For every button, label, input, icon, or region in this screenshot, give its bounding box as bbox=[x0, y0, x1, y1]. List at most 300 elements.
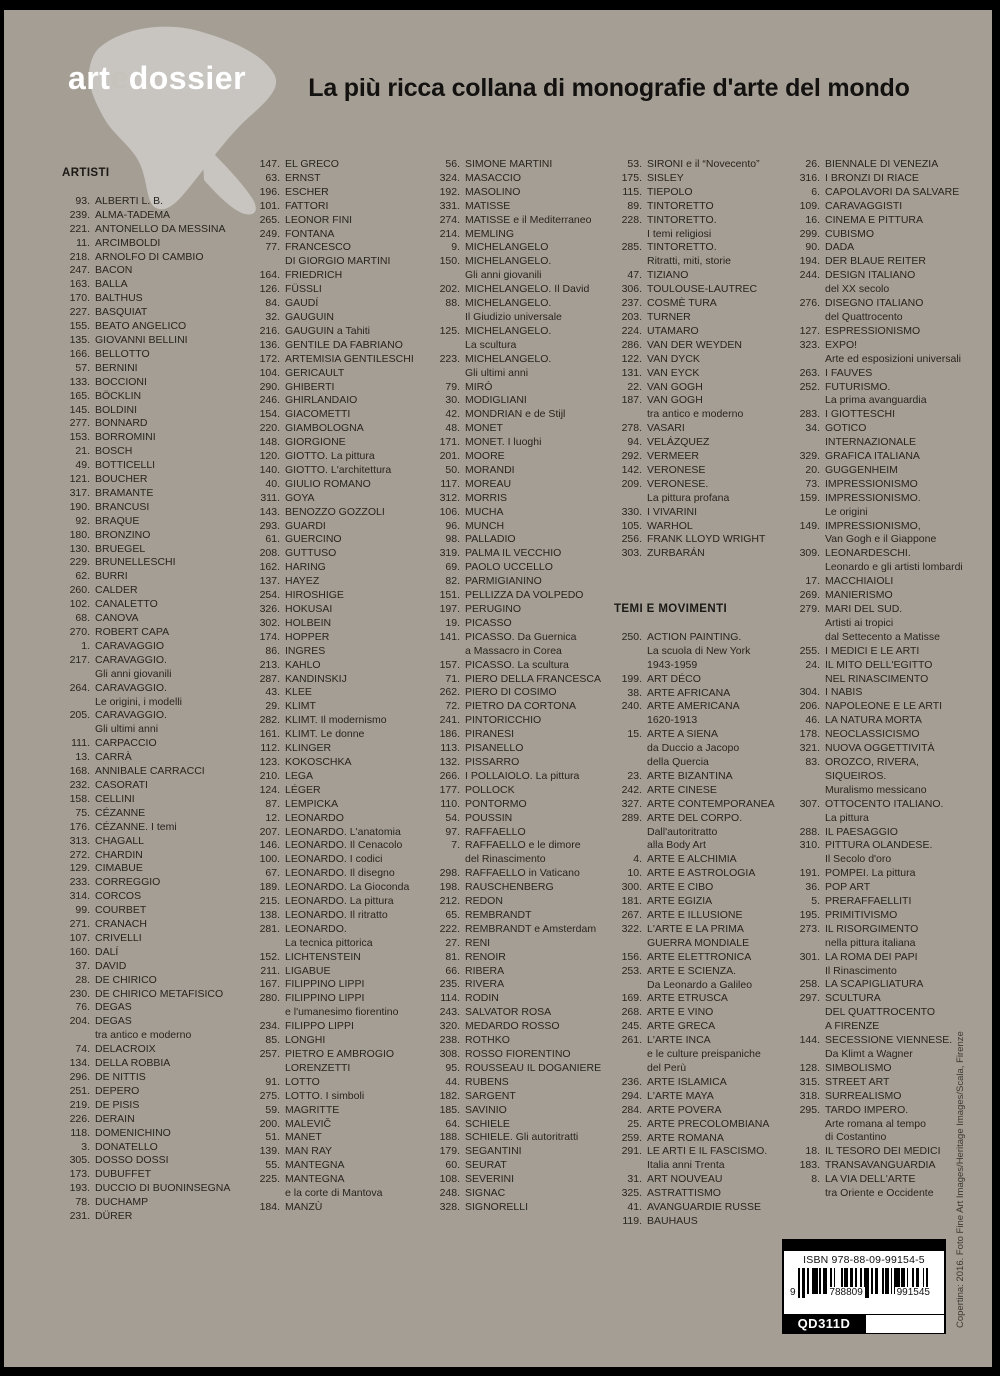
list-item bbox=[614, 895, 792, 909]
list-item bbox=[62, 862, 252, 876]
list-item-text: CAPOLAVORI DA SALVARE bbox=[825, 185, 960, 198]
list-item-number bbox=[792, 812, 820, 826]
list-item bbox=[614, 547, 792, 561]
list-item bbox=[62, 668, 252, 682]
list-item-text: LORENZETTI bbox=[285, 1061, 351, 1074]
list-item bbox=[432, 686, 614, 700]
list-item-text: GIOTTO. La pittura bbox=[285, 450, 375, 463]
list-item-number: 15. bbox=[627, 728, 642, 741]
list-item bbox=[62, 237, 252, 251]
list-item-number: 317. bbox=[69, 486, 90, 499]
list-item-number: 54. bbox=[445, 811, 460, 824]
list-item bbox=[252, 492, 432, 506]
list-item-number: 95. bbox=[445, 1061, 460, 1074]
list-item-number: 173. bbox=[69, 1168, 90, 1181]
list-item-number: 276. bbox=[799, 297, 820, 310]
list-item-number: 220. bbox=[259, 422, 280, 435]
list-item-text: DAVID bbox=[95, 959, 127, 972]
list-item-text: GUARDI bbox=[285, 519, 326, 532]
list-item bbox=[62, 264, 252, 278]
list-item-number: 94. bbox=[627, 436, 642, 449]
list-item bbox=[792, 589, 978, 603]
list-item-number: 223. bbox=[439, 352, 460, 365]
list-item bbox=[62, 334, 252, 348]
list-item bbox=[62, 515, 252, 529]
list-item-number: 263. bbox=[799, 366, 820, 379]
list-item-number: 1. bbox=[81, 639, 90, 652]
list-item-text: VAN EYCK bbox=[647, 366, 700, 379]
list-item-text: LA ROMA DEI PAPI bbox=[825, 950, 918, 963]
list-item-number: 22. bbox=[627, 380, 642, 393]
list-item bbox=[62, 195, 252, 209]
list-item-number: 82. bbox=[445, 575, 460, 588]
list-item-number: 305. bbox=[69, 1154, 90, 1167]
list-item-number: 55. bbox=[265, 1159, 280, 1172]
list-item-number: 200. bbox=[259, 1117, 280, 1130]
list-item-number: 314. bbox=[69, 890, 90, 903]
list-item-text: ARTE E VINO bbox=[647, 1006, 714, 1019]
list-item bbox=[62, 417, 252, 431]
list-item-number: 272. bbox=[69, 848, 90, 861]
list-item-number: 27. bbox=[445, 936, 460, 949]
list-item-text: BENOZZO GOZZOLI bbox=[285, 505, 385, 518]
list-item-number: 122. bbox=[621, 352, 642, 365]
list-item-number bbox=[614, 408, 642, 422]
list-item-text: e la corte di Mantova bbox=[285, 1187, 383, 1200]
list-item bbox=[614, 172, 792, 186]
list-item-number: 167. bbox=[259, 978, 280, 991]
list-item bbox=[614, 1020, 792, 1034]
list-item bbox=[614, 965, 792, 979]
list-item bbox=[432, 700, 614, 714]
list-item-text: SIRONI e il “Novecento” bbox=[647, 158, 760, 170]
list-item-text: I BRONZI DI RIACE bbox=[825, 171, 919, 184]
list-item-number: 271. bbox=[69, 918, 90, 931]
list-item-number: 73. bbox=[805, 477, 820, 490]
list-item-text: 1620-1913 bbox=[647, 714, 698, 727]
list-item-number: 328. bbox=[439, 1200, 460, 1213]
list-item bbox=[252, 714, 432, 728]
list-item bbox=[252, 311, 432, 325]
list-item bbox=[252, 381, 432, 395]
list-item-text: NEL RINASCIMENTO bbox=[825, 672, 929, 685]
list-item-number: 85. bbox=[265, 1034, 280, 1047]
list-item-number: 286. bbox=[621, 338, 642, 351]
list-item-text: LEONOR FINI bbox=[285, 213, 353, 226]
list-item bbox=[62, 209, 252, 223]
list-item bbox=[792, 311, 978, 325]
list-item bbox=[62, 320, 252, 334]
list-item bbox=[792, 1145, 978, 1159]
list-item bbox=[792, 673, 978, 687]
list-item bbox=[252, 269, 432, 283]
list-item bbox=[62, 696, 252, 710]
list-item-text: BEATO ANGELICO bbox=[95, 320, 187, 333]
list-item-text: tra antico e moderno bbox=[647, 408, 744, 421]
list-item-number: 38. bbox=[627, 686, 642, 699]
list-item-number: 51. bbox=[265, 1131, 280, 1144]
list-item bbox=[614, 228, 792, 242]
list-item-number bbox=[432, 645, 460, 659]
list-item-number: 230. bbox=[69, 987, 90, 1000]
list-item-text: DEGAS bbox=[95, 1015, 132, 1028]
logo-dossier: dossier bbox=[128, 60, 247, 96]
list-item-number: 285. bbox=[621, 241, 642, 254]
list-item bbox=[62, 960, 252, 974]
list-item-text: DADA bbox=[825, 241, 855, 254]
list-item bbox=[62, 292, 252, 306]
list-item-text: ROUSSEAU IL DOGANIERE bbox=[465, 1061, 602, 1074]
list-item-text: SECESSIONE VIENNESE. bbox=[825, 1034, 953, 1047]
list-item-number: 74. bbox=[75, 1043, 90, 1056]
list-item-text: PISSARRO bbox=[465, 755, 520, 768]
list-item-number: 124. bbox=[259, 783, 280, 796]
list-item-text: DERAIN bbox=[95, 1112, 135, 1125]
list-item-number: 323. bbox=[799, 338, 820, 351]
list-item-text: PERUGINO bbox=[465, 603, 522, 615]
list-item bbox=[792, 1062, 978, 1076]
list-item bbox=[62, 1029, 252, 1043]
list-item bbox=[792, 283, 978, 297]
list-item bbox=[62, 306, 252, 320]
list-item-text: SEURAT bbox=[465, 1159, 507, 1172]
list-item-text: Italia anni Trenta bbox=[647, 1159, 725, 1172]
list-item-text: WARHOL bbox=[647, 519, 693, 532]
list-item bbox=[252, 339, 432, 353]
list-item-text: HARING bbox=[285, 561, 326, 574]
list-item-number: 300. bbox=[621, 881, 642, 894]
list-item-text: PELLIZZA DA VOLPEDO bbox=[465, 589, 584, 602]
list-item-number: 78. bbox=[75, 1196, 90, 1209]
list-item-number: 84. bbox=[265, 297, 280, 310]
list-item bbox=[614, 1173, 792, 1187]
list-item-text: DONATELLO bbox=[95, 1140, 158, 1153]
list-item bbox=[614, 867, 792, 881]
list-item bbox=[432, 228, 614, 242]
list-item bbox=[792, 631, 978, 645]
list-item bbox=[62, 779, 252, 793]
list-item-number: 115. bbox=[622, 185, 642, 198]
list-item-text: PIRANESI bbox=[465, 728, 515, 741]
list-item-text: BOCCIONI bbox=[95, 375, 147, 388]
list-item-text: MODIGLIANI bbox=[465, 394, 527, 407]
list-item-text: DE CHIRICO METAFISICO bbox=[95, 987, 224, 1000]
list-item bbox=[614, 631, 792, 645]
list-item-text: PICASSO. La scultura bbox=[465, 658, 569, 671]
list-item-number bbox=[792, 770, 820, 784]
list-item-text: CORREGGIO bbox=[95, 876, 161, 889]
list-item-text: TOULOUSE-LAUTREC bbox=[647, 283, 758, 296]
list-item bbox=[62, 529, 252, 543]
list-item-number: 24. bbox=[805, 658, 820, 671]
list-item-number: 228. bbox=[621, 213, 642, 226]
list-item bbox=[792, 978, 978, 992]
list-item-number: 98. bbox=[445, 533, 460, 546]
list-item-text: DE PISIS bbox=[95, 1098, 140, 1111]
list-item-text: PISANELLO bbox=[465, 742, 524, 755]
list-item bbox=[792, 951, 978, 965]
list-item-number: 193. bbox=[69, 1182, 90, 1195]
list-item-number: 30. bbox=[445, 394, 460, 407]
list-item-number: 7. bbox=[451, 839, 460, 852]
list-item bbox=[252, 631, 432, 645]
list-item bbox=[432, 478, 614, 492]
list-item-text: DOSSO DOSSI bbox=[95, 1154, 169, 1167]
photo-credit: Copertina: 2016. Foto Fine Art Images/Heritage Images/Scala, Firenze bbox=[955, 1031, 966, 1328]
list-item-number bbox=[62, 1029, 90, 1043]
list-item bbox=[432, 297, 614, 311]
list-item-text: SURREALISMO bbox=[825, 1089, 902, 1102]
list-item-number: 152. bbox=[259, 950, 280, 963]
list-item-text: MANTEGNA bbox=[285, 1159, 345, 1172]
list-item bbox=[432, 1034, 614, 1048]
list-item-text: del Quattrocento bbox=[825, 310, 903, 323]
list-item-text: TINTORETTO. bbox=[647, 241, 717, 254]
list-item-number: 231. bbox=[69, 1210, 90, 1223]
list-item bbox=[614, 687, 792, 701]
list-item-number: 205. bbox=[69, 709, 90, 722]
list-item bbox=[62, 1043, 252, 1057]
list-item-text: ARTE A SIENA bbox=[647, 728, 719, 741]
list-item-text: LICHTENSTEIN bbox=[285, 950, 361, 963]
list-item-text: SIMONE MARTINI bbox=[465, 158, 553, 170]
list-item bbox=[432, 770, 614, 784]
list-item-text: OROZCO, RIVERA, bbox=[825, 755, 919, 768]
list-item bbox=[432, 422, 614, 436]
list-item-text: DEPERO bbox=[95, 1084, 140, 1097]
list-item-number: 44. bbox=[445, 1075, 460, 1088]
list-item-number: 213. bbox=[259, 658, 280, 671]
list-item bbox=[792, 812, 978, 826]
list-item-number: 119. bbox=[622, 1214, 642, 1227]
list-item-number bbox=[792, 353, 820, 367]
list-item bbox=[252, 1104, 432, 1118]
list-item bbox=[252, 839, 432, 853]
list-item-number: 248. bbox=[439, 1187, 460, 1200]
list-item bbox=[432, 714, 614, 728]
list-item bbox=[792, 478, 978, 492]
list-item-text: GRAFICA ITALIANA bbox=[825, 450, 920, 463]
list-item-text: MICHELANGELO. bbox=[465, 324, 552, 337]
list-item bbox=[792, 436, 978, 450]
list-item-number: 139. bbox=[259, 1145, 280, 1158]
list-item-text: GOTICO bbox=[825, 422, 867, 435]
list-item bbox=[432, 561, 614, 575]
list-item bbox=[432, 311, 614, 325]
list-item-text: DER BLAUE REITER bbox=[825, 255, 926, 268]
list-item-text: CARAVAGGIO. bbox=[95, 709, 167, 722]
list-item-text: IL MITO DELL'EGITTO bbox=[825, 658, 933, 671]
list-item bbox=[62, 751, 252, 765]
list-item bbox=[252, 867, 432, 881]
list-item-text: BALTHUS bbox=[95, 292, 143, 305]
list-item bbox=[792, 867, 978, 881]
list-item-text: MUCHA bbox=[465, 505, 504, 518]
list-item bbox=[432, 353, 614, 367]
list-item bbox=[792, 464, 978, 478]
list-item-text: LÉGER bbox=[285, 783, 321, 796]
logo-text bbox=[68, 60, 246, 97]
list-item-text: MONET. I luoghi bbox=[465, 436, 542, 449]
list-item-text: BOTTICELLI bbox=[95, 459, 156, 472]
list-item-number: 279. bbox=[799, 603, 820, 615]
list-item-number bbox=[792, 561, 820, 575]
list-item-number: 204. bbox=[69, 1015, 90, 1028]
list-item-number: 136. bbox=[259, 338, 280, 351]
list-item-text: DALÍ bbox=[95, 945, 119, 958]
list-item-number: 72. bbox=[445, 700, 460, 713]
barcode-digit-group: 788809 bbox=[829, 1287, 863, 1298]
list-item-text: PIERO DELLA FRANCESCA bbox=[465, 672, 601, 685]
list-item-number: 291. bbox=[621, 1145, 642, 1158]
list-item bbox=[62, 445, 252, 459]
list-item-number: 19. bbox=[445, 616, 460, 629]
list-item-text: GAUGUIN a Tahiti bbox=[285, 324, 370, 337]
list-item bbox=[614, 1090, 792, 1104]
list-item-text: CHAGALL bbox=[95, 834, 145, 847]
list-item bbox=[792, 353, 978, 367]
list-item-text: Muralismo messicano bbox=[825, 783, 927, 796]
list-item-number: 259. bbox=[621, 1131, 642, 1144]
list-item-text: DELACROIX bbox=[95, 1043, 156, 1056]
list-item bbox=[62, 1071, 252, 1085]
list-item-number: 209. bbox=[621, 477, 642, 490]
list-item-text: SARGENT bbox=[465, 1089, 516, 1102]
list-item-text: MIRÓ bbox=[465, 380, 493, 393]
list-item-number: 158. bbox=[69, 792, 90, 805]
list-item bbox=[614, 520, 792, 534]
list-item-text: NAPOLEONE E LE ARTI bbox=[825, 700, 943, 713]
list-item-number bbox=[614, 492, 642, 506]
list-item-text: LEONARDO. I codici bbox=[285, 853, 383, 866]
list-item bbox=[252, 645, 432, 659]
list-item bbox=[792, 1076, 978, 1090]
list-item-number: 117. bbox=[440, 477, 460, 490]
list-item-number: 310. bbox=[799, 839, 820, 852]
list-item-text: IL PAESAGGIO bbox=[825, 825, 898, 838]
list-item-text: LIGABUE bbox=[285, 964, 331, 977]
list-item-number: 202. bbox=[439, 283, 460, 296]
list-item-text: PARMIGIANINO bbox=[465, 575, 542, 588]
list-item-number bbox=[614, 1062, 642, 1076]
list-item-number: 135. bbox=[69, 333, 90, 346]
list-item-number: 11. bbox=[76, 236, 90, 249]
list-item-number: 143. bbox=[259, 505, 280, 518]
list-item bbox=[252, 1062, 432, 1076]
list-item-text: PALMA IL VECCHIO bbox=[465, 547, 562, 560]
list-item-number: 66. bbox=[445, 964, 460, 977]
list-item-text: VAN DER WEYDEN bbox=[647, 338, 742, 351]
list-item-text: 1943-1959 bbox=[647, 658, 698, 671]
list-item-number bbox=[252, 255, 280, 269]
list-item-text: HIROSHIGE bbox=[285, 589, 344, 602]
list-item bbox=[432, 895, 614, 909]
list-item bbox=[432, 742, 614, 756]
list-item-number: 156. bbox=[621, 950, 642, 963]
list-item-text: RAFFAELLO in Vaticano bbox=[465, 867, 580, 880]
list-item bbox=[792, 784, 978, 798]
list-item bbox=[432, 1020, 614, 1034]
list-item bbox=[792, 826, 978, 840]
list-item-number: 222. bbox=[439, 922, 460, 935]
list-item-text: RUBENS bbox=[465, 1075, 509, 1088]
list-item bbox=[792, 1020, 978, 1034]
list-item-number: 60. bbox=[445, 1159, 460, 1172]
list-item-number bbox=[614, 1159, 642, 1173]
list-item-number bbox=[792, 436, 820, 450]
list-item-text: FUTURISMO. bbox=[825, 380, 891, 393]
list-item bbox=[792, 728, 978, 742]
list-item-text: e le culture preispaniche bbox=[647, 1048, 761, 1061]
list-item-text: MAGRITTE bbox=[285, 1103, 340, 1116]
list-item bbox=[62, 223, 252, 237]
list-item-number: 106. bbox=[439, 505, 460, 518]
list-item-number: 211. bbox=[260, 964, 280, 977]
list-item-number: 236. bbox=[621, 1075, 642, 1088]
list-item bbox=[62, 654, 252, 668]
list-item-text: LA SCAPIGLIATURA bbox=[825, 978, 924, 991]
list-item-number: 20. bbox=[805, 463, 820, 476]
list-item bbox=[614, 1076, 792, 1090]
list-item-number: 255. bbox=[799, 644, 820, 657]
list-item-number: 121. bbox=[69, 473, 90, 486]
list-item bbox=[252, 478, 432, 492]
list-item-number: 140. bbox=[259, 463, 280, 476]
list-item-number bbox=[614, 826, 642, 840]
list-item bbox=[62, 543, 252, 557]
list-item-number: 237. bbox=[621, 297, 642, 310]
list-item bbox=[792, 603, 978, 617]
list-item-number: 232. bbox=[69, 778, 90, 791]
list-column-1 bbox=[62, 158, 252, 1229]
list-item-text: PONTORMO bbox=[465, 797, 527, 810]
list-item-number: 229. bbox=[69, 556, 90, 569]
list-item-text: SALVATOR ROSA bbox=[465, 1006, 552, 1019]
list-item-number bbox=[792, 506, 820, 520]
list-item-number bbox=[614, 839, 642, 853]
list-item bbox=[432, 339, 614, 353]
list-item-number: 28. bbox=[75, 973, 90, 986]
list-item bbox=[252, 158, 432, 172]
list-item-number: 76. bbox=[75, 1001, 90, 1014]
list-item-number: 268. bbox=[621, 1006, 642, 1019]
list-item bbox=[252, 464, 432, 478]
barcode-digit-group: 9 bbox=[790, 1287, 796, 1298]
list-item-number: 18. bbox=[805, 1145, 820, 1158]
list-item-number: 182. bbox=[439, 1089, 460, 1102]
list-item-number: 89. bbox=[627, 199, 642, 212]
list-item bbox=[432, 881, 614, 895]
list-item bbox=[252, 1201, 432, 1215]
list-item bbox=[432, 214, 614, 228]
list-item-text: GUGGENHEIM bbox=[825, 463, 898, 476]
list-item bbox=[792, 297, 978, 311]
list-item-text: ARTE E ALCHIMIA bbox=[647, 853, 737, 866]
list-item bbox=[432, 1062, 614, 1076]
list-item-text: PAOLO UCCELLO bbox=[465, 561, 553, 574]
list-item bbox=[614, 367, 792, 381]
list-item-text: DOMENICHINO bbox=[95, 1126, 171, 1139]
list-item-number bbox=[252, 1006, 280, 1020]
list-item-text: TRANSAVANGUARDIA bbox=[825, 1159, 936, 1172]
list-item bbox=[614, 1034, 792, 1048]
list-item-text: ESPRESSIONISMO bbox=[825, 324, 921, 337]
list-item bbox=[792, 686, 978, 700]
list-item-text: VASARI bbox=[647, 422, 685, 435]
list-item-text: EXPO! bbox=[825, 338, 858, 351]
list-item-number: 77. bbox=[265, 241, 280, 254]
list-item-text: GIAMBOLOGNA bbox=[285, 422, 364, 435]
